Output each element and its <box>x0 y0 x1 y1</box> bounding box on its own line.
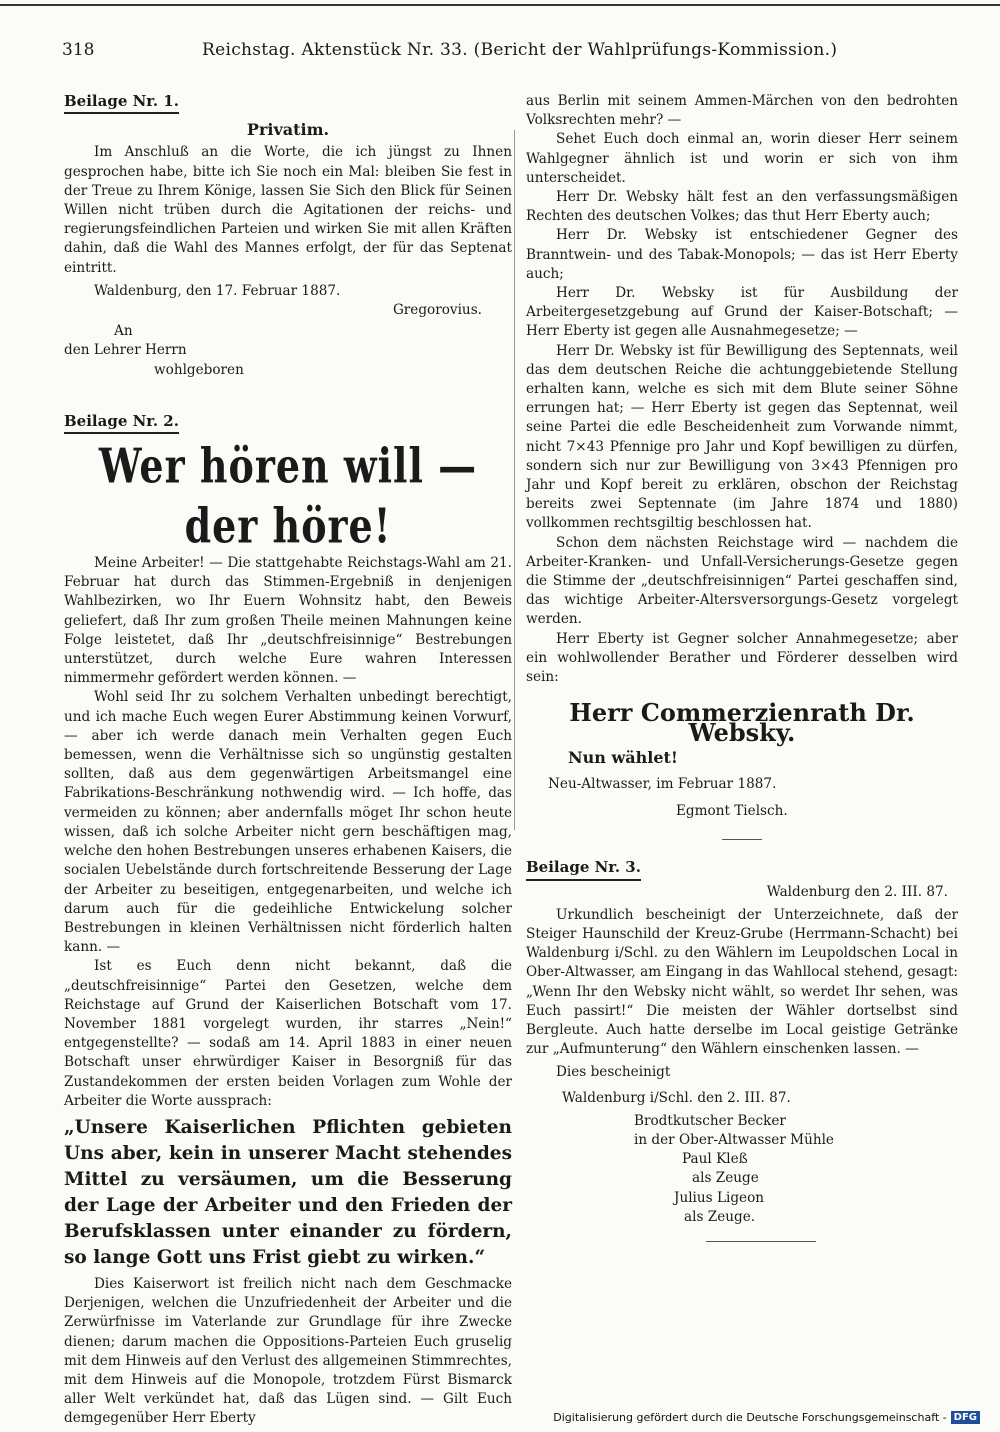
running-header <box>62 40 960 64</box>
footer-credit: Digitalisierung gefördert durch die Deutsche Forschungsgemeinschaft - <box>553 1411 947 1424</box>
beilage-3-date: Waldenburg den 2. III. 87. <box>766 883 948 900</box>
beilage-1-date: Waldenburg, den 17. Februar 1887. <box>94 282 341 299</box>
beilage-1-address-line2: den Lehrer Herrn <box>64 342 187 359</box>
beilage-1 <box>64 92 512 380</box>
top-rule <box>0 4 1000 6</box>
beilage-3-body: Urkundlich bescheinigt der Unterzeichnete, daß der Steiger Haunschild der Kreuz-Grube (Herrmann-Schacht) bei Waldenburg i/Schl. zu den Wählern im Leupoldschen Local in Ober-Altwasser, am Eingang in das Wahllocal stehend, gesagt: „Wenn Ihr den Websky nicht wählt, so werdet Ihr sehen, was Euch passirt!“ Die meisten der Wähler dortselbst sind Bergleute. Auch hatte derselbe im Local geistige Getränke zur „Aufmunterung“ den Wählern einschenken lassen. — <box>526 906 958 1058</box>
dfg-logo: DFG <box>951 1411 980 1424</box>
beilage-2 <box>64 412 512 1429</box>
beilage-2-continuation-6: Herr Dr. Websky ist für Bewilligung des Septennats, weil das dem deutschen Reiche die achtunggebietende Stellung erhalten kann, welche es sich mit dem Blute seiner Söhne errungen hat; — Herr Eberty ist gegen das Septennat, weil seine Partei die edle Bescheidenheit zum Vorwande nimmt, nicht 7×43 Pfennige pro Jahr und Kopf bewilligen zu dürfen, sondern sich nur zur Bewilligung von 3×43 Pfennigen pro Jahr und Kopf bereit zu erklären, obschon der Reichstag bereits zwei Septennate (im Jahre 1874 und 1880) vollkommen rechtsgiltig beschlossen hat. <box>526 342 958 532</box>
signer-1-name: Brodtkutscher Becker <box>634 1112 786 1129</box>
beilage-2-continuation-4: Herr Dr. Websky ist entschiedener Gegner des Branntwein- und des Tabak-Monopols; — das ist Herr Eberty auch; <box>526 227 958 282</box>
beilage-2-continuation-2: Sehet Euch doch einmal an, worin dieser Herr seinem Wahlgegner ähnlich ist und worin er sich von ihm unterscheidet. <box>526 131 958 186</box>
beilage-1-subheading: Privatim. <box>246 120 330 140</box>
candidate-name: Herr Commerzienrath Dr. Websky. <box>569 698 915 747</box>
beilage-1-body: Im Anschluß an die Worte, die ich jüngst zu Ihnen gesprochen habe, bitte ich Sie noch ein Mal: bleiben Sie fest in der Treue zu Ihrem Könige, lassen Sie Sich den Blick für Seinen Willen nicht trüben durch die Agitationen der reichs- und regierungsfeindlichen Parteien und wirken Sie mit allen Kräften dahin, daß die Wahl des Mannes erfolgt, der für das Septenat eintritt. <box>64 144 512 276</box>
beilage-3 <box>526 858 958 1242</box>
call-to-vote: Nun wählet! <box>568 747 678 767</box>
beilage-2-continuation-5: Herr Dr. Websky ist für Ausbildung der Arbeitergesetzgebung auf Grund der Kaiser-Botschaft; — Herr Eberty ist gegen alle Ausnahmegesetze; — <box>526 285 958 340</box>
beilage-2-place-date: Neu-Altwasser, im Februar 1887. <box>548 775 777 792</box>
page-number: 318 <box>62 40 95 60</box>
beilage-3-heading: Beilage Nr. 3. <box>526 858 641 880</box>
beilage-2-continuation-3: Herr Dr. Websky hält fest an den verfassungsmäßigen Rechten des deutschen Volkes; das thut Herr Eberty auch; <box>526 189 958 225</box>
beilage-1-heading: Beilage Nr. 1. <box>64 92 179 114</box>
beilage-3-certify: Dies bescheinigt <box>556 1064 671 1081</box>
kaiser-quote: „Unsere Kaiserlichen Pflichten gebieten Uns aber, kein in unserer Macht stehendes Mittel zu versäumen, um die Besserung der Lage der Arbeiter und den Frieden der Berufsklassen unter einander zu fördern, so lange Gott uns Frist giebt zu wirken.“ <box>64 1116 512 1268</box>
beilage-2-paragraph-2: Wohl seid Ihr zu solchem Verhalten unbedingt berechtigt, und ich mache Euch wegen Eurer Abstimmung keinen Vorwurf, — aber ich werde danach mein Verhalten gegen Euch bemessen, wenn die Verhältnisse sich so ungünstig gestalten sollten, daß aus dem gegenwärtigen Arbeitsmangel eine Fabrikations-Beschränkung nothwendig wird. — Ich hoffe, das vermeiden zu können; aber andernfalls möget Ihr schon heute wissen, daß ich solche Arbeiter nicht gern beschäftigen mag, welche den hohen Bestrebungen unseres erhabenen Kaisers, die socialen Uebelstände durch fortschreitende Besserung der Lage der Arbeiter zu beseitigen, entgegenarbeiten, und welche ich darum auch für die gedeihliche Entwickelung solcher Bestrebungen in kleinen Verhältnissen nicht förderlich halten kann. — <box>64 689 512 956</box>
signer-2-role: als Zeuge <box>692 1170 759 1187</box>
beilage-1-address-line3: wohlgeboren <box>154 361 244 378</box>
signer-1-location: in der Ober-Altwasser Mühle <box>634 1131 834 1148</box>
beilage-2-headline: Wer hören will — der höre! <box>98 437 478 554</box>
beilage-1-address-line1: An <box>114 323 133 340</box>
beilage-2-continuation-7: Schon dem nächsten Reichstage wird — nachdem die Arbeiter-Kranken- und Unfall-Versicherungs-Gesetze gegen die Stimme der „deutschfreisinnigen“ Partei geschaffen sind, das wichtige Arbeiter-Altersversorgungs-Gesetz vorgelegt werden. <box>526 534 958 628</box>
beilage-2-paragraph-3: Ist es Euch denn nicht bekannt, daß die „deutschfreisinnige“ Partei den Gesetzen, welche dem Reichstage auf Grund der Kaiserlichen Botschaft vom 17. November 1881 vorgelegt wurden, ihr starres „Nein!“ entgegenstellte? — sodaß am 14. April 1883 in einer neuen Botschaft unser ehrwürdiger Kaiser in Besorgniß für das Zustandekommen der ersten beiden Vorlagen zum Wohle der Arbeiter die Worte aussprach: <box>64 958 512 1109</box>
left-column <box>64 92 512 1429</box>
beilage-2-continuation-8: Herr Eberty ist Gegner solcher Annahmegesetze; aber ein wohlwollender Berather und Förderer desselben wird sein: <box>526 630 958 686</box>
running-title: Reichstag. Aktenstück Nr. 33. (Bericht der Wahlprüfungs-Kommission.) <box>202 40 838 60</box>
right-column <box>526 92 958 1242</box>
beilage-2-continuation-1: aus Berlin mit seinem Ammen-Märchen von den bedrohten Volksrechten mehr? — <box>526 93 958 129</box>
signer-3-name: Julius Ligeon <box>674 1189 765 1206</box>
beilage-2-signature: Egmont Tielsch. <box>676 803 788 820</box>
beilage-2-paragraph-4: Dies Kaiserwort ist freilich nicht nach dem Geschmacke Derjenigen, welchen die Unzufriedenheit der Arbeiter und die Zerwürfnisse im Vaterlande zur Grundlage für ihre Zwecke dienen; darum machen die Oppositions-Parteien Euch gruselig mit dem Hinweis auf den Verlust des allgemeinen Stimmrechtes, mit dem Hinweis auf die Monopole, trotzdem Fürst Bismarck aller Welt verkündet hat, daß das Lügen sind. — Gilt Euch demgegenüber Herr Eberty <box>64 1275 512 1427</box>
closing-rule <box>706 1241 816 1242</box>
beilage-2-paragraph-1: Meine Arbeiter! — Die stattgehabte Reichstags-Wahl am 21. Februar hat durch das Stimmen-Ergebniß in denjenigen Wahlbezirken, wo Ihr Euern Wohnsitz habt, den Beweis geliefert, daß Ihr zum großen Theile meinen Mahnungen keine Folge leistetet, daß Ihr „deutschfreisinnige“ Bestrebungen unterstützet, durch welche Eure wahren Interessen nimmermehr gefördert werden können. — <box>64 555 512 687</box>
beilage-1-signature: Gregorovius. <box>392 302 482 319</box>
beilage-2-heading: Beilage Nr. 2. <box>64 412 179 434</box>
signer-3-role: als Zeuge. <box>684 1208 756 1225</box>
beilage-3-date-2: Waldenburg i/Schl. den 2. III. 87. <box>562 1089 791 1106</box>
footer <box>553 1411 980 1424</box>
signer-2-name: Paul Kleß <box>682 1151 748 1168</box>
column-divider <box>514 130 515 830</box>
